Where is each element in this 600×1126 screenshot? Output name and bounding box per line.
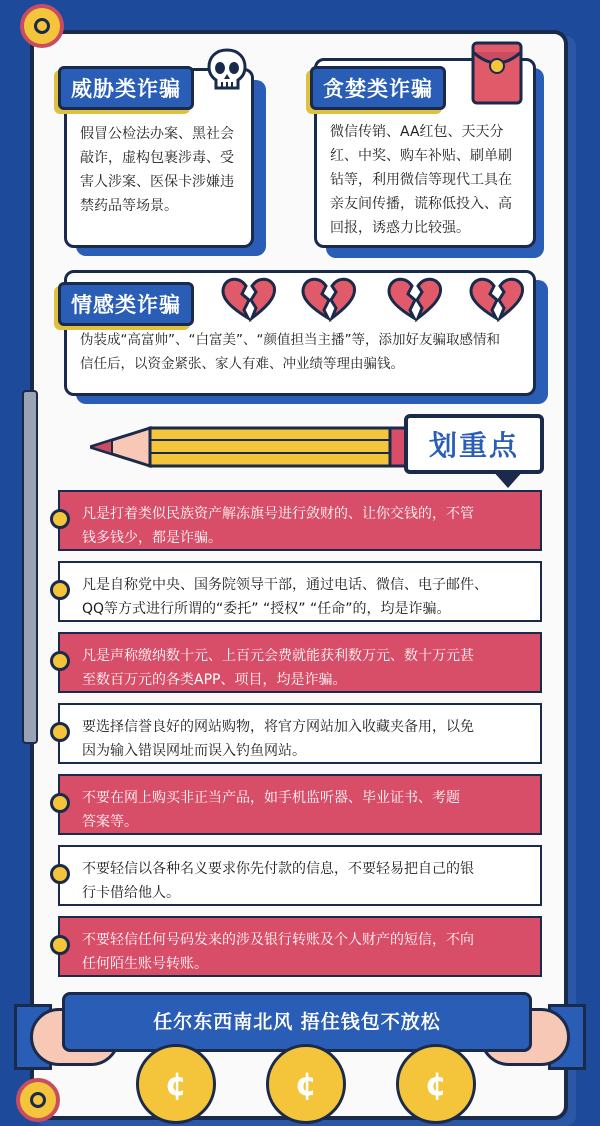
coin-symbol: ¢	[424, 1065, 448, 1103]
coin-symbol: ¢	[164, 1065, 188, 1103]
highlight-label: 划重点	[428, 429, 519, 462]
greed-card-body	[330, 120, 512, 240]
rule-item	[58, 774, 542, 835]
rule-line: 不要轻信以各种名义要求你先付款的信息，不要轻易把自己的银	[82, 861, 474, 877]
rule-item	[58, 632, 542, 693]
rule-item	[58, 916, 542, 977]
slogan-banner	[62, 992, 532, 1052]
top-ring-icon	[20, 4, 64, 48]
bottom-ring-icon	[16, 1078, 60, 1122]
pencil-icon	[90, 420, 420, 474]
rule-line: 要选择信誉良好的网站购物，将官方网站加入收藏夹备用，以免	[82, 719, 474, 735]
yellow-dot-icon	[50, 722, 70, 742]
coin-icon	[266, 1044, 346, 1124]
broken-heart-icon	[218, 274, 278, 322]
frame-side-bar	[22, 390, 38, 744]
greed-card-title: 贪婪类诈骗	[310, 66, 446, 110]
threat-line: 假冒公检法办案、黑社会	[80, 126, 234, 142]
broken-heart-icon	[384, 274, 444, 322]
emotion-line: 伪装成“高富帅”、“白富美”、“颜值担当主播”等，添加好友骗取感情和	[80, 332, 500, 348]
highlight-badge-pointer	[492, 470, 524, 488]
rule-line: 不要在网上购买非正当产品，如手机监听器、毕业证书、考题	[82, 790, 460, 806]
rule-item	[58, 561, 542, 622]
threat-card-title: 威胁类诈骗	[58, 66, 194, 110]
broken-heart-icon	[466, 274, 526, 322]
greed-line: 微信传销、AA红包、天天分	[330, 124, 504, 140]
greed-line: 回报，诱惑力比较强。	[330, 220, 470, 236]
yellow-dot-icon	[50, 793, 70, 813]
yellow-dot-icon	[50, 935, 70, 955]
rule-line: 凡是打着类似民族资产解冻旗号进行敛财的、让你交钱的，不管	[82, 506, 474, 522]
emotion-line: 信任后，以资金紧张、家人有难、冲业绩等理由骗钱。	[80, 356, 404, 372]
yellow-dot-icon	[50, 509, 70, 529]
coin-icon	[396, 1044, 476, 1124]
rule-line: 凡是自称党中央、国务院领导干部，通过电话、微信、电子邮件、	[82, 577, 488, 593]
rule-item	[58, 490, 542, 551]
rule-item	[58, 703, 542, 764]
rule-line: 任何陌生账号转账。	[82, 956, 208, 972]
slogan-text: 任尔东西南北风 捂住钱包不放松	[153, 1011, 441, 1033]
yellow-dot-icon	[50, 864, 70, 884]
rule-line: 答案等。	[82, 814, 138, 830]
rule-line: 凡是声称缴纳数十元、上百元会费就能获利数万元、数十万元甚	[82, 648, 474, 664]
rule-line: 至数百万元的各类APP、项目，均是诈骗。	[82, 672, 347, 688]
threat-card-body	[80, 122, 234, 218]
highlight-badge	[404, 414, 544, 474]
red-envelope-icon	[470, 40, 524, 106]
greed-line: 亲友间传播，谎称低投入、高	[330, 196, 512, 212]
emotion-card-body	[80, 328, 500, 376]
threat-line: 敲诈，虚构包裹涉毒、受	[80, 150, 234, 166]
skull-icon	[206, 48, 248, 94]
rule-line: 行卡借给他人。	[82, 885, 180, 901]
coin-icon	[136, 1044, 216, 1124]
emotion-card-title: 情感类诈骗	[58, 282, 194, 326]
rule-line: 因为输入错误网址而误入钓鱼网站。	[82, 743, 306, 759]
threat-line: 禁药品等场景。	[80, 198, 178, 214]
rule-line: QQ等方式进行所谓的“委托” “授权” “任命”的，均是诈骗。	[82, 601, 451, 617]
yellow-dot-icon	[50, 580, 70, 600]
threat-line: 害人涉案、医保卡涉嫌违	[80, 174, 234, 190]
rule-line: 钱多钱少，都是诈骗。	[82, 530, 222, 546]
broken-heart-icon	[298, 274, 358, 322]
greed-line: 红、中奖、购车补贴、刷单刷	[330, 148, 512, 164]
rule-item	[58, 845, 542, 906]
rule-line: 不要轻信任何号码发来的涉及银行转账及个人财产的短信，不向	[82, 932, 474, 948]
yellow-dot-icon	[50, 651, 70, 671]
rule-list	[58, 490, 542, 987]
greed-line: 钻等，利用微信等现代工具在	[330, 172, 512, 188]
coin-symbol: ¢	[294, 1065, 318, 1103]
